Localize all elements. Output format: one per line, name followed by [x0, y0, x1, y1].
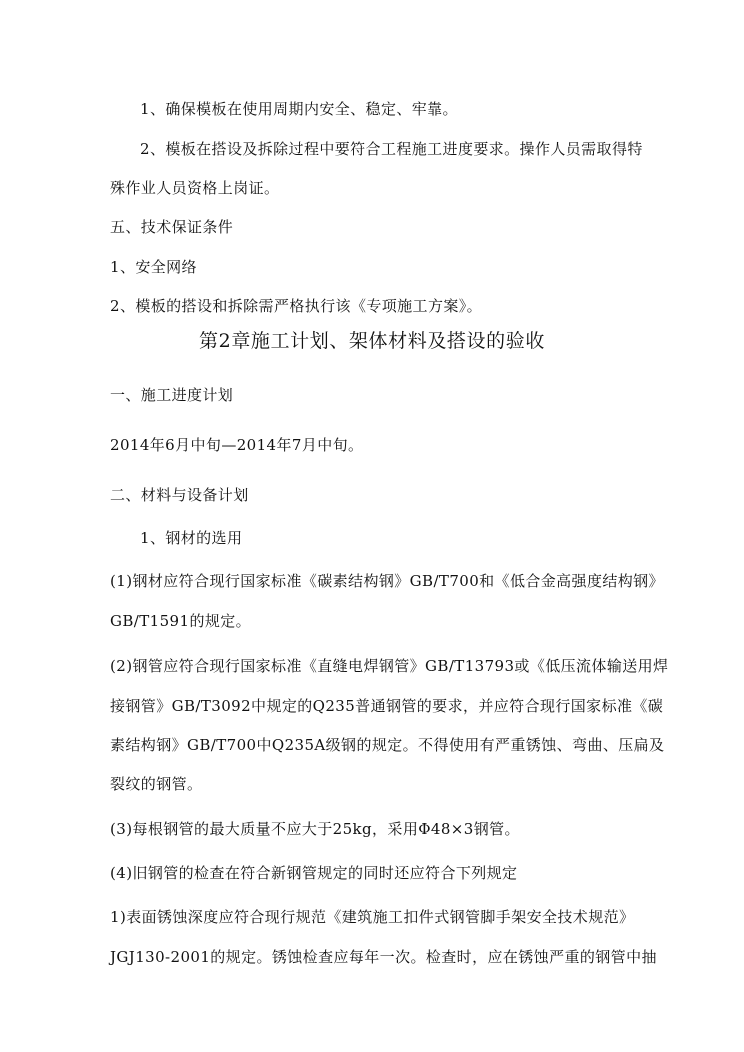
paragraph: (1)钢材应符合现行国家标准《碳素结构钢》GB/T700和《低合金高强度结构钢》	[110, 572, 664, 590]
paragraph: (4)旧钢管的检查在符合新钢管规定的同时还应符合下列规定	[110, 864, 518, 882]
chapter-title: 第2章施工计划、架体材料及搭设的验收	[199, 330, 545, 352]
paragraph: 殊作业人员资格上岗证。	[110, 179, 280, 197]
paragraph: 2、模板的搭设和拆除需严格执行该《专项施工方案》。	[110, 297, 483, 315]
paragraph: 接钢管》GB/T3092中规定的Q235普通钢管的要求，并应符合现行国家标准《碳	[110, 697, 664, 715]
paragraph: (2)钢管应符合现行国家标准《直缝电焊钢管》GB/T13793或《低压流体输送用焊	[110, 657, 669, 675]
paragraph: GB/T1591的规定。	[110, 612, 252, 630]
paragraph: 1、安全网络	[110, 258, 197, 276]
paragraph: 2、模板在搭设及拆除过程中要符合工程施工进度要求。操作人员需取得特	[140, 140, 643, 158]
section-heading: 二、材料与设备计划	[110, 486, 249, 504]
section-heading: 五、技术保证条件	[110, 218, 234, 236]
paragraph: 素结构钢》GB/T700中Q235A级钢的规定。不得使用有严重锈蚀、弯曲、压扁及	[110, 736, 665, 754]
paragraph: 裂纹的钢管。	[110, 775, 203, 793]
subsection-heading: 1、钢材的选用	[140, 529, 243, 547]
paragraph: 1)表面锈蚀深度应符合现行规范《建筑施工扣件式钢管脚手架安全技术规范》	[110, 908, 635, 926]
section-heading: 一、施工进度计划	[110, 386, 234, 404]
paragraph: 1、确保模板在使用周期内安全、稳定、牢靠。	[140, 100, 458, 118]
paragraph: (3)每根钢管的最大质量不应大于25kg，采用Φ48×3钢管。	[110, 820, 520, 838]
paragraph: JGJ130-2001的规定。锈蚀检查应每年一次。检查时，应在锈蚀严重的钢管中抽	[110, 948, 657, 966]
paragraph: 2014年6月中旬—2014年7月中旬。	[110, 436, 364, 454]
